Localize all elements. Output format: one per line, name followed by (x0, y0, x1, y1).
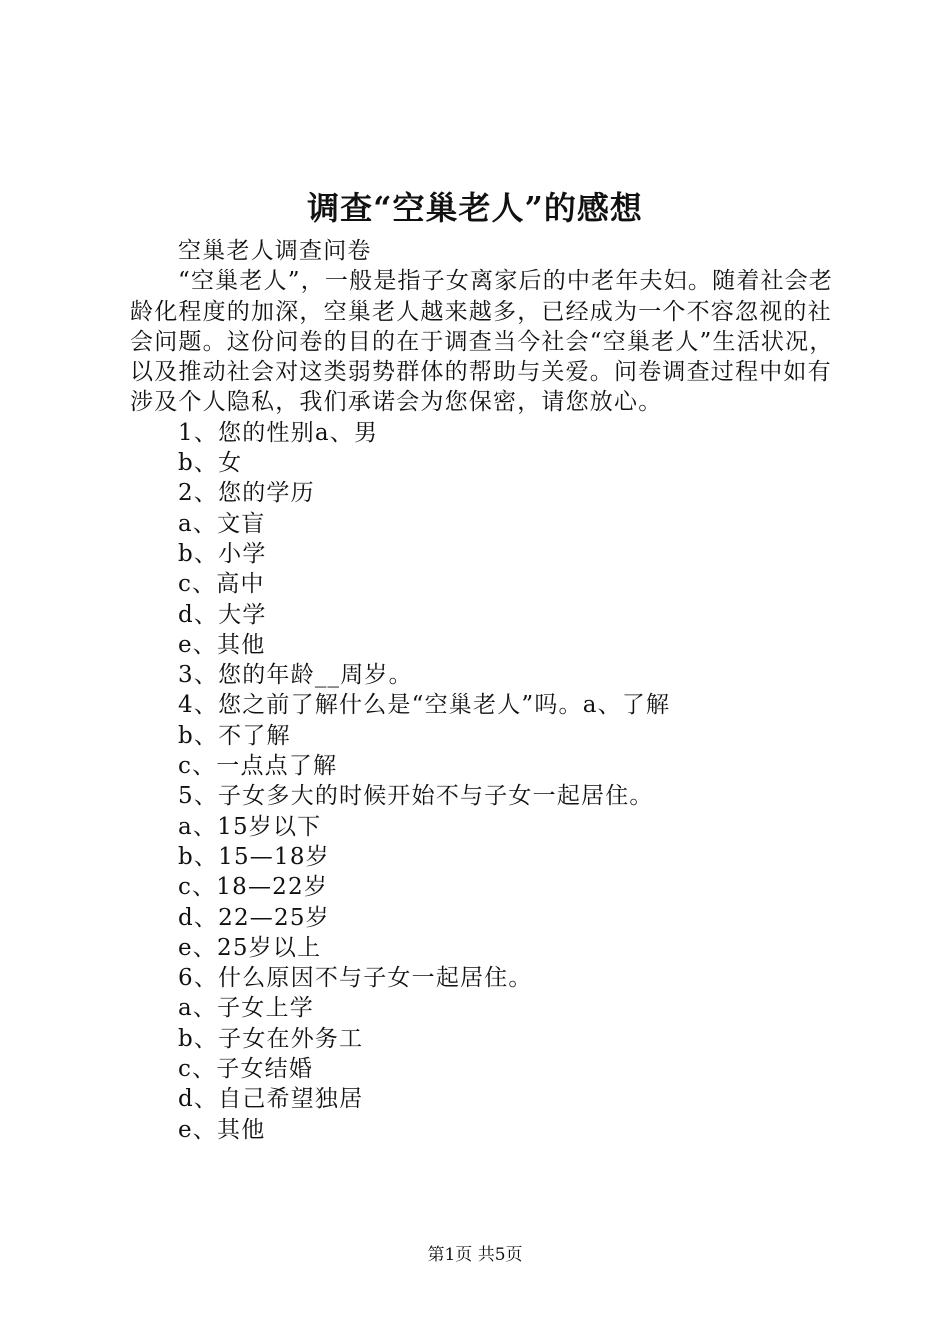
question-line: e、25岁以上 (178, 934, 322, 961)
question-line: 4、您之前了解什么是“空巢老人”吗。a、了解 (178, 692, 671, 719)
questionnaire-heading: 空巢老人调查问卷 (178, 238, 372, 264)
document-title: 调查“空巢老人”的感想 (307, 189, 643, 227)
intro-paragraph: “空巢老人”，一般是指子女离家后的中老年夫妇。随着社会老龄化程度的加深，空巢老人越来越多，已经成为一个不容忽视的社会问题。这份问卷的目的在于调查当今社会“空巢老人”生活状况，以及推动社会对这类弱势群体的帮助与关爱。问卷调查过程中如有涉及个人隐私，我们承诺会为您保密，请您放心。 (130, 268, 834, 416)
page-footer: 第1页 共5页 (427, 1245, 523, 1265)
question-line: c、高中 (178, 571, 265, 598)
question-line: 5、子女多大的时候开始不与子女一起居住。 (178, 783, 654, 810)
question-line: b、女 (178, 450, 243, 477)
question-line: e、其他 (178, 1116, 266, 1143)
question-line: c、子女结婚 (178, 1056, 314, 1083)
question-line: a、文盲 (178, 510, 266, 537)
question-line: 6、什么原因不与子女一起居住。 (178, 965, 533, 992)
question-line: e、其他 (178, 631, 266, 658)
document-body (130, 236, 850, 1145)
question-line: d、自己希望独居 (178, 1086, 364, 1113)
question-line: 3、您的年龄__周岁。 (178, 662, 413, 689)
question-list (130, 418, 850, 1145)
question-line: d、22—25岁 (178, 904, 330, 931)
question-line: c、一点点了解 (178, 753, 338, 780)
question-line: d、大学 (178, 601, 267, 628)
question-line: 2、您的学历 (178, 480, 315, 507)
question-line: b、小学 (178, 540, 267, 567)
question-line: a、15岁以下 (178, 813, 322, 840)
question-line: a、子女上学 (178, 995, 314, 1022)
question-line: c、18—22岁 (178, 874, 329, 901)
question-line: 1、您的性别a、男 (178, 419, 379, 446)
question-line: b、不了解 (178, 722, 291, 749)
question-line: b、15—18岁 (178, 843, 330, 870)
question-line: b、子女在外务工 (178, 1025, 364, 1052)
